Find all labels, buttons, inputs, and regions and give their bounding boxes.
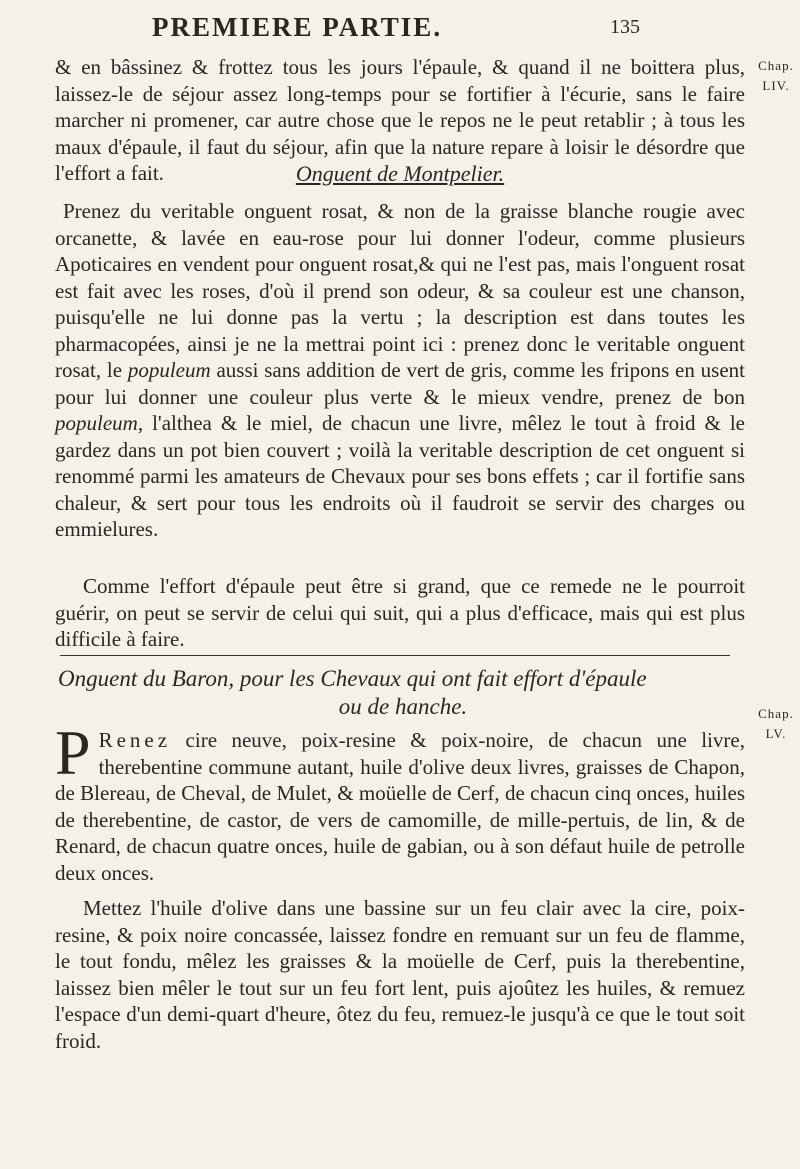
margin-note-chap-label: Chap. [758,58,794,73]
margin-note-chapter [756,704,796,744]
paragraph: & en bâssinez & frottez tous les jours l'épaule, & quand il ne boittera plus, laissez-le de séjour assez long-temps pour se fortifier à l'écurie, sans le faire marcher ni promener, car autre chose que le repos ne le peut retablir ; à tous les maux d'épaule, il faut du séjour, afin que la nature repare à loisir le désordre que l'effort a fait. [55,55,745,185]
section-title-text: Onguent de Montpelier. [295,161,505,186]
margin-note-chapter [756,56,796,96]
page-number: 135 [610,16,640,38]
running-head: PREMIERE PARTIE. [152,12,443,42]
section-title [58,665,748,721]
italic-term: populeum [127,358,211,382]
paragraph [55,198,745,543]
margin-note-chapter-number: LIV. [762,78,790,93]
margin-note-chapter-number: LV. [765,726,787,741]
section-title [0,161,800,187]
section-title-line: ou de hanche. [338,694,468,719]
paragraph: Mettez l'huile d'olive dans une bassine sur un feu clair avec la cire, poix-resine, & poix noire concassée, laissez fondre en remuant sur un feu de flamme, le tout fondu, mêlez les graisses & la moüelle de Cerf, puis la therebentine, laissez bien mêler le tout sur un feu fort lent, puis ajoûtez les huiles, & remuez l'espace d'un demi-quart d'heure, ôtez du feu, remuez-le jusqu'à ce que le tout soit froid. [55,896,745,1053]
section-title-line: Onguent du Baron, pour les Chevaux qui ont fait effort d'épaule [58,666,647,691]
italic-term: populeum [55,411,138,435]
drop-cap: P [55,717,91,788]
paragraph-text: Prenez du veritable onguent rosat, & non de la graisse blanche rougie avec orcanette, & lavée en eau-rose pour lui donner l'odeur, comme plusieurs Apoticaires en vendent pour onguent rosat,& qui ne l'est pas, mais l'onguent rosat est fait avec les roses, d'où il prend son odeur, & sa couleur est une chanson, puisqu'elle ne lui donne pas la vertu ; la description est dans toutes les pharmacopées, ainsi je ne la mettrai point ici : prenez donc le veritable onguent rosat, le [55,199,745,382]
paragraph-opening-word: Renez [98,728,172,752]
paragraph: Comme l'effort d'épaule peut être si grand, que ce remede ne le pourroit guérir, on peut se servir de celui qui suit, qui a plus d'efficace, mais qui est plus difficile à faire. [55,574,745,651]
section-divider [60,655,730,656]
paragraph-text: aussi sans addition de vert de gris, comme les fripons en usent pour lui donner une couleur plus verte & le mieux vendre, prenez de bon [55,358,746,409]
paragraph [55,717,745,886]
paragraph-text: cire neuve, poix-resine & poix-noire, de chacun une livre, therebentine commune autant, huile d'olive deux livres, graisses de Chapon, de Blereau, de Cheval, de Mulet, & moüelle de Cerf, de chacun cinq onces, huiles de therebentine, de castor, de vers de camomille, de mille-pertuis, de lin, & de Renard, de chacun quatre onces, huile de gabian, ou à son défaut huile de petrolle deux onces. [55,728,745,885]
margin-note-chap-label: Chap. [758,706,794,721]
paragraph-text: , l'althea & le miel, de chacun une livre, mêlez le tout à froid & le gardez dans un pot bien couvert ; voilà la veritable description de cet onguent si renommé parmi les amateurs de Chevaux pour ses bons effets ; car il fortifie sans chaleur, & sert pour tous les endroits où il faudroit se servir des charges ou emmielures. [55,411,745,541]
